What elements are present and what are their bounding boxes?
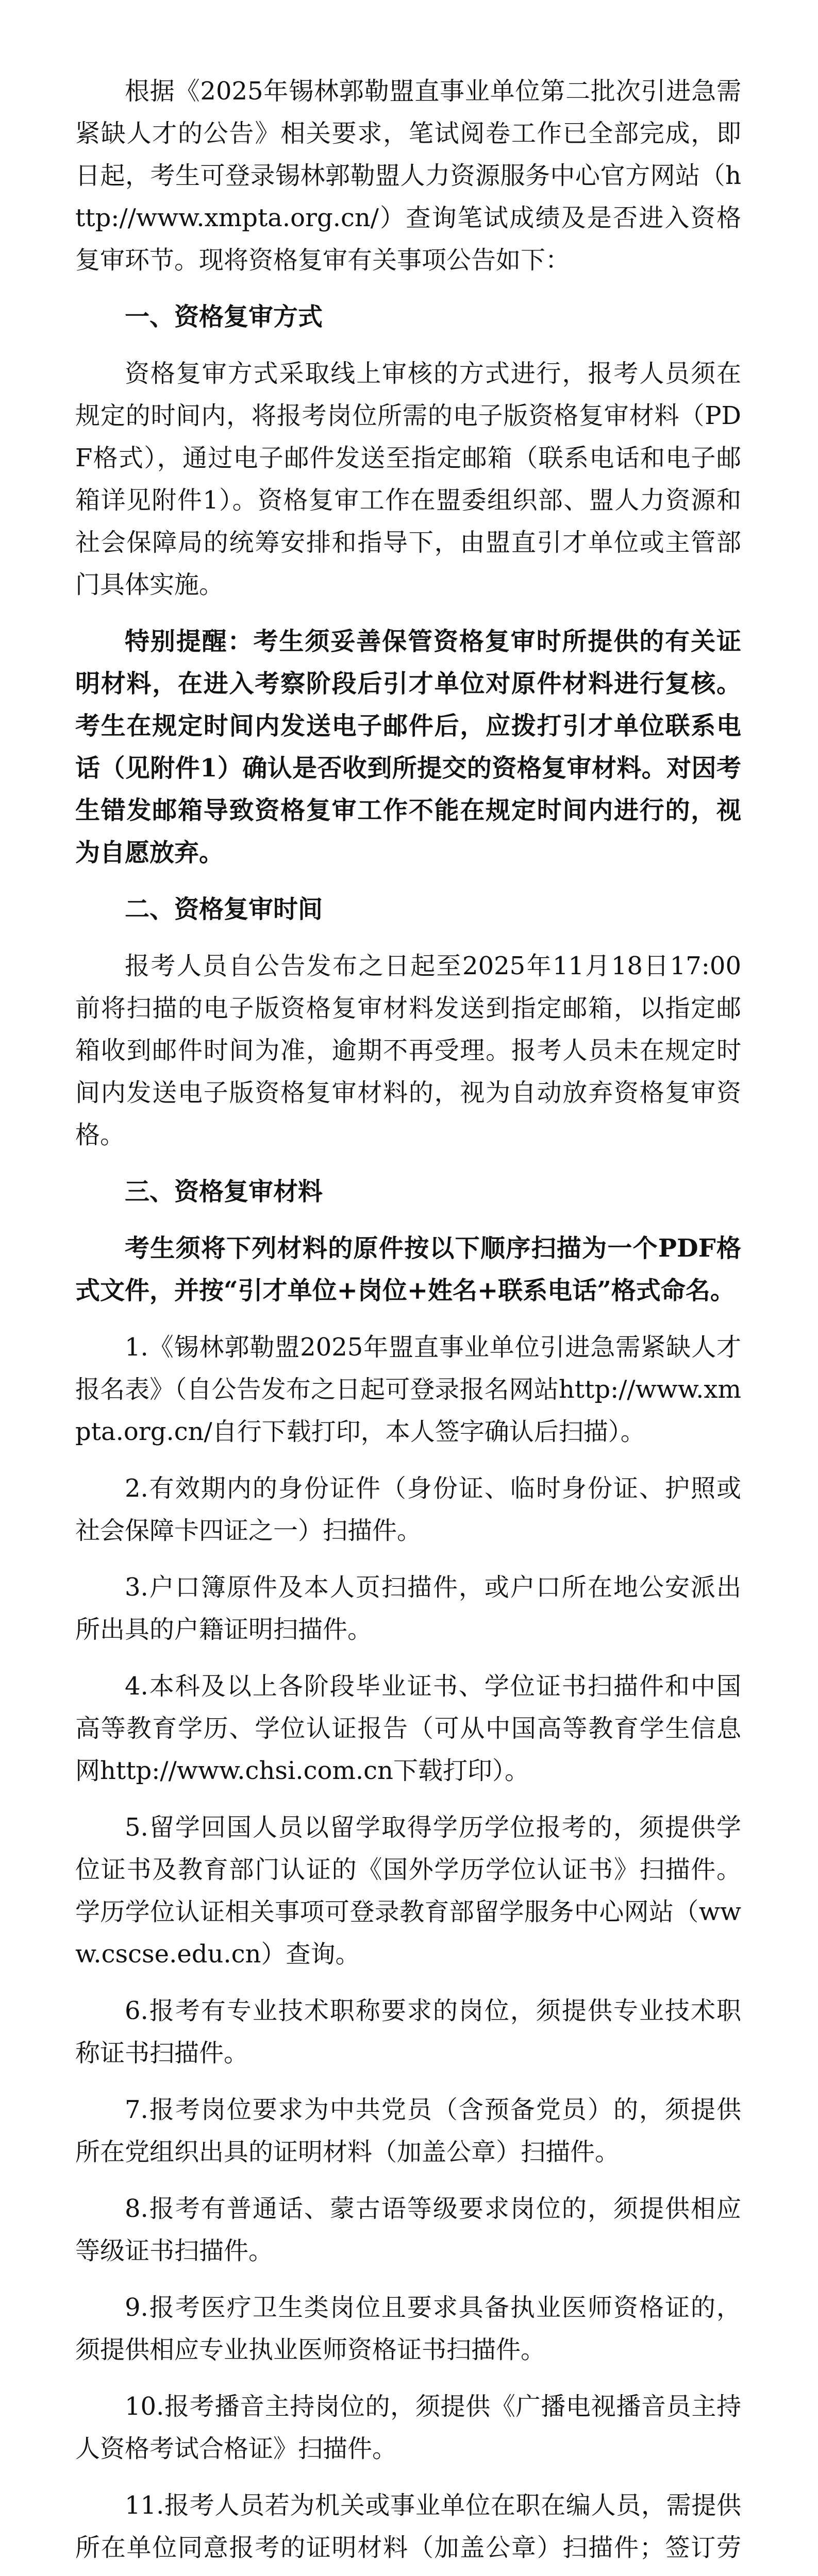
material-instruction: 考生须将下列材料的原件按以下顺序扫描为一个PDF格式文件，并按“引才单位+岗位+姓名+联系电话”格式命名。 (75, 1234, 741, 1305)
material-item: 5.留学回国人员以留学取得学历学位报考的，须提供学位证书及教育部门认证的《国外学历学位认证书》扫描件。学历学位认证相关事项可登录教育部留学服务中心网站（www.cscse.edu.cn）查询。 (75, 1813, 741, 1969)
material-item: 4.本科及以上各阶段毕业证书、学位证书扫描件和中国高等教育学历、学位认证报告（可从中国高等教育学生信息网http://www.chsi.com.cn下载打印）。 (75, 1672, 741, 1785)
material-item: 3.户口簿原件及本人页扫描件，或户口所在地公安派出所出具的户籍证明扫描件。 (75, 1573, 741, 1644)
section-heading: 三、资格复审材料 (125, 1177, 323, 1206)
material-item: 1.《锡林郭勒盟2025年盟直事业单位引进急需紧缺人才报名表》（自公告发布之日起可登录报名网站http://www.xmpta.org.cn/自行下载打印，本人签字确认后扫描）。 (75, 1333, 741, 1446)
material-item: 6.报考有专业技术职称要求的岗位，须提供专业技术职称证书扫描件。 (75, 1996, 741, 2067)
section-1 (75, 296, 741, 874)
section-2 (75, 888, 741, 1156)
section-3 (75, 1171, 741, 2576)
section-paragraph: 资格复审方式采取线上审核的方式进行，报考人员须在规定的时间内，将报考岗位所需的电子版资格复审材料（PDF格式），通过电子邮件发送至指定邮箱（联系电话和电子邮箱详见附件1）。资格复审工作在盟委组织部、盟人力资源和社会保障局的统筹安排和指导下，由盟直引才单位或主管部门具体实施。 (75, 359, 741, 599)
material-item: 2.有效期内的身份证件（身份证、临时身份证、护照或社会保障卡四证之一）扫描件。 (75, 1474, 741, 1545)
material-item: 9.报考医疗卫生类岗位且要求具备执业医师资格证的，须提供相应专业执业医师资格证书扫描件。 (75, 2293, 741, 2364)
section-heading: 二、资格复审时间 (125, 895, 323, 924)
material-item: 8.报考有普通话、蒙古语等级要求岗位的，须提供相应等级证书扫描件。 (75, 2194, 741, 2265)
material-item: 7.报考岗位要求为中共党员（含预备党员）的，须提供所在党组织出具的证明材料（加盖公章）扫描件。 (75, 2095, 741, 2166)
document-content (75, 70, 741, 2576)
intro-paragraph: 根据《2025年锡林郭勒盟直事业单位第二批次引进急需紧缺人才的公告》相关要求，笔试阅卷工作已全部完成，即日起，考生可登录锡林郭勒盟人力资源服务中心官方网站（http://www.xmpta.org.cn/）查询笔试成绩及是否进入资格复审环节。现将资格复审有关事项公告如下： (75, 77, 741, 275)
material-item: 10.报考播音主持岗位的，须提供《广播电视播音员主持人资格考试合格证》扫描件。 (75, 2392, 741, 2463)
material-item: 11.报考人员若为机关或事业单位在职在编人员，需提供所在单位同意报考的证明材料（加盖公章）扫描件；签订劳 (75, 2491, 741, 2562)
special-reminder-paragraph: 特别提醒：考生须妥善保管资格复审时所提供的有关证明材料，在进入考察阶段后引才单位对原件材料进行复核。考生在规定时间内发送电子邮件后，应拨打引才单位联系电话（见附件1）确认是否收到所提交的资格复审材料。对因考生错发邮箱导致资格复审工作不能在规定时间内进行的，视为自愿放弃。 (75, 627, 741, 867)
section-paragraph: 报考人员自公告发布之日起至2025年11月18日17:00前将扫描的电子版资格复审材料发送到指定邮箱，以指定邮箱收到邮件时间为准，逾期不再受理。报考人员未在规定时间内发送电子版资格复审材料的，视为自动放弃资格复审资格。 (75, 952, 741, 1149)
section-heading: 一、资格复审方式 (125, 302, 323, 331)
